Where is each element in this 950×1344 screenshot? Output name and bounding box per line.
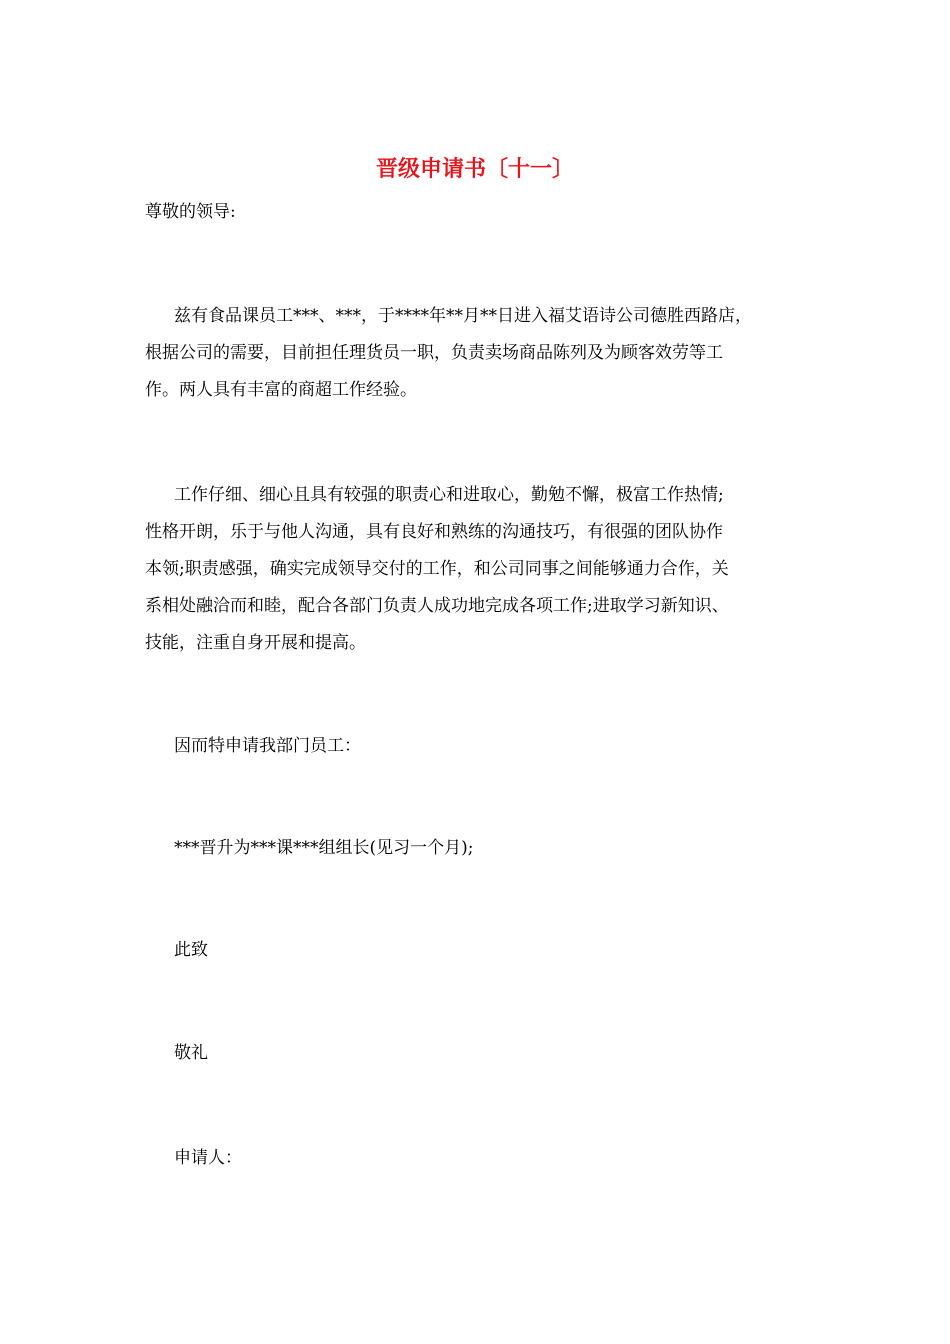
paragraph-intro xyxy=(145,298,825,409)
paragraph-line: 根据公司的需要，目前担任理货员一职，负责卖场商品陈列及为顾客效劳等工 xyxy=(145,343,723,363)
request-item: ***晋升为***课***组组长(见习一个月); xyxy=(174,838,474,858)
paragraph-line: 作。两人具有丰富的商超工作经验。 xyxy=(145,380,417,400)
paragraph-line: 本领;职责感强，确实完成领导交付的工作，和公司同事之间能够通力合作，关 xyxy=(145,559,729,579)
salutation: 尊敬的领导: xyxy=(145,202,236,222)
paragraph-line: 工作仔细、细心且具有较强的职责心和进取心，勤勉不懈，极富工作热情; xyxy=(174,485,724,505)
request-intro: 因而特申请我部门员工： xyxy=(174,736,361,756)
closing-line-2: 敬礼 xyxy=(174,1043,208,1063)
paragraph-line: 系相处融洽而和睦，配合各部门负责人成功地完成各项工作;进取学习新知识、 xyxy=(145,596,729,616)
paragraph-line: 兹有食品课员工***、***，于****年**月**日进入福艾语诗公司德胜西路店， xyxy=(174,306,752,326)
paragraph-qualities xyxy=(145,477,825,662)
paragraph-line: 性格开朗，乐于与他人沟通，具有良好和熟练的沟通技巧，有很强的团队协作 xyxy=(145,522,723,542)
applicant-label: 申请人： xyxy=(174,1148,242,1168)
closing-line-1: 此致 xyxy=(174,940,208,960)
paragraph-line: 技能，注重自身开展和提高。 xyxy=(145,633,366,653)
document-title: 晋级申请书〔十一〕 xyxy=(375,157,574,182)
